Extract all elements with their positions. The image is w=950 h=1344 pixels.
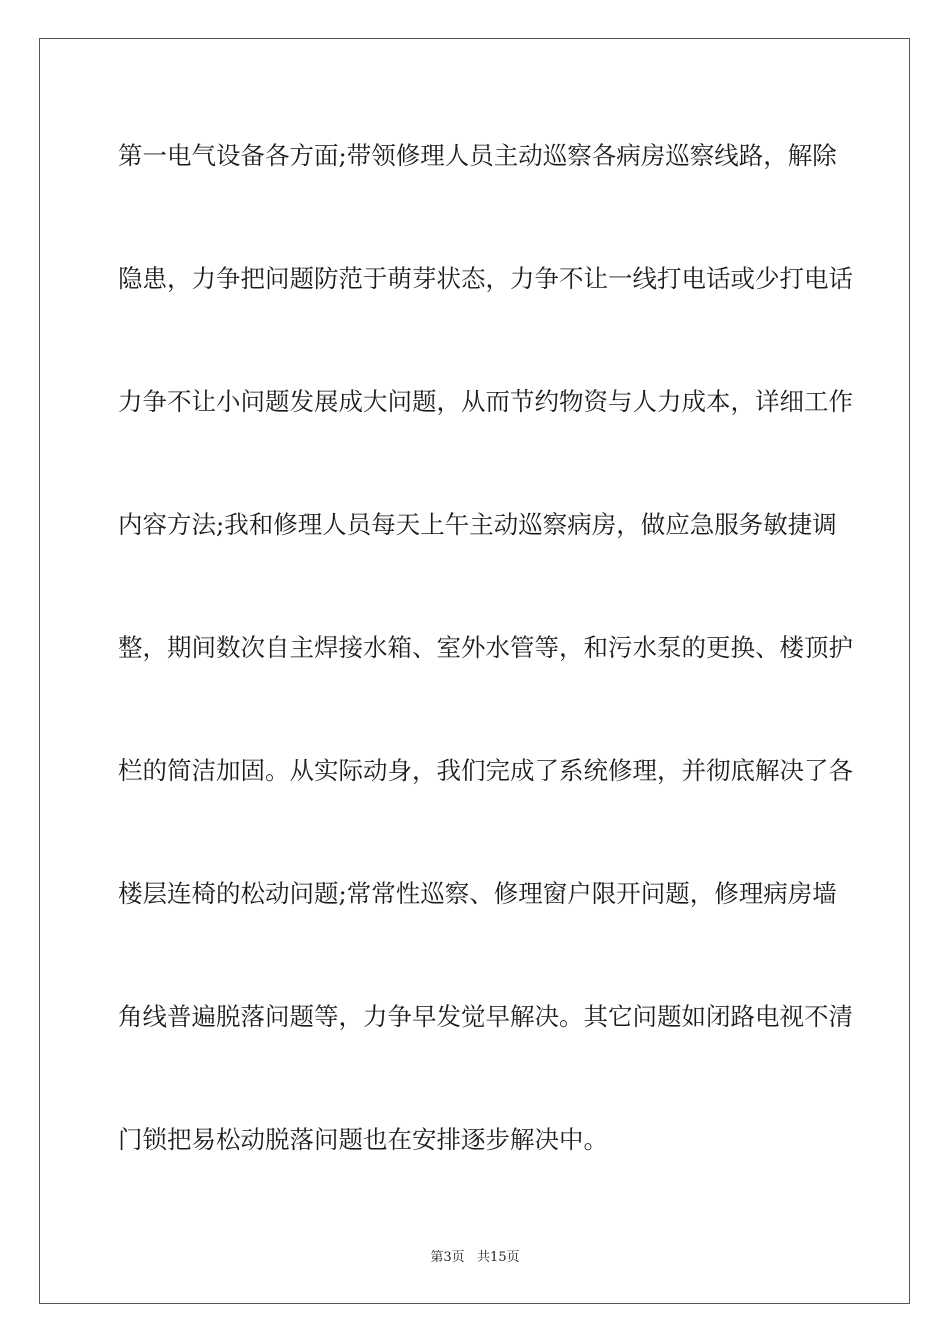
text-line: 隐患，力争把问题防范于萌芽状态，力争不让一线打电话或少打电话 (118, 264, 853, 293)
text-line: 整，期间数次自主焊接水箱、室外水管等，和污水泵的更换、楼顶护 (118, 633, 853, 662)
text-line: 栏的简洁加固。从实际动身，我们完成了系统修理，并彻底解决了各 (118, 756, 853, 785)
text-line: 内容方法;我和修理人员每天上午主动巡察病房，做应急服务敏捷调 (118, 510, 837, 539)
text-line: 力争不让小问题发展成大问题，从而节约物资与人力成本，详细工作 (118, 387, 853, 416)
document-body (118, 126, 853, 1233)
page-number-footer: 第3页 共15页 (430, 1250, 520, 1265)
text-line: 楼层连椅的松动问题;常常性巡察、修理窗户限开问题，修理病房墙 (118, 879, 837, 908)
text-line: 角线普遍脱落问题等，力争早发觉早解决。其它问题如闭路电视不清 (118, 1002, 853, 1031)
text-line: 门锁把易松动脱落问题也在安排逐步解决中。 (118, 1125, 608, 1154)
text-line: 第一电气设备各方面;带领修理人员主动巡察各病房巡察线路，解除 (118, 141, 837, 170)
